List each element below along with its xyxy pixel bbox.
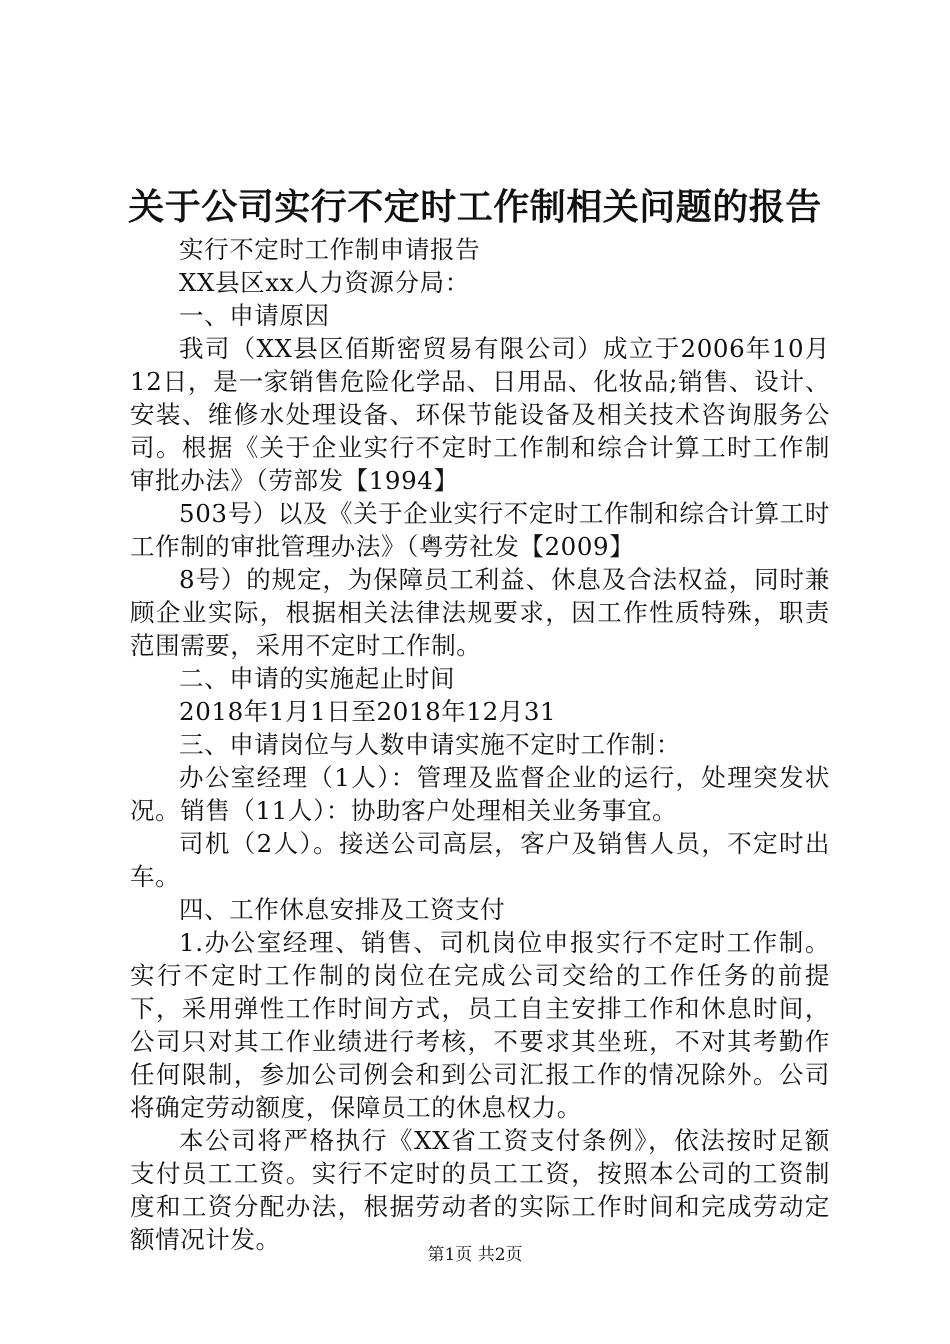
paragraph: XX县区xx人力资源分局： [179, 268, 470, 297]
paragraph: 本公司将严格执行《XX省工资支付条例》，依法按时足额支付员工工资。实行不定时的员工工资，按照本公司的工资制度和工资分配办法，根据劳动者的实际工作时间和完成劳动定额情况计发。 [130, 1126, 830, 1254]
document-title: 关于公司实行不定时工作制相关问题的报告 [128, 187, 822, 228]
paragraph: 司机（2人）。接送公司高层，客户及销售人员，不定时出车。 [130, 829, 830, 891]
section-heading: 三、申请岗位与人数申请实施不定时工作制： [179, 730, 681, 759]
section-heading: 一、申请原因 [179, 301, 330, 330]
document-body [130, 233, 830, 1256]
page-footer: 第1页 共2页 [427, 1245, 523, 1265]
paragraph: 8号）的规定，为保障员工利益、休息及合法权益，同时兼顾企业实际，根据相关法律法规要求，因工作性质特殊，职责范围需要，采用不定时工作制。 [130, 565, 830, 660]
paragraph: 办公室经理（1人）：管理及监督企业的运行，处理突发状况。销售（11人）：协助客户处理相关业务事宜。 [130, 763, 830, 825]
section-heading: 四、工作休息安排及工资支付 [179, 895, 506, 924]
paragraph: 我司（XX县区佰斯密贸易有限公司）成立于2006年10月12日，是一家销售危险化学品、日用品、化妆品;销售、设计、安装、维修水处理设备、环保节能设备及相关技术咨询服务公司。根据《关于企业实行不定时工作制和综合计算工时工作制审批办法》（劳部发【1994】 [130, 334, 830, 495]
section-heading: 二、申请的实施起止时间 [179, 664, 456, 693]
paragraph: 实行不定时工作制申请报告 [179, 235, 481, 264]
paragraph: 503号）以及《关于企业实行不定时工作制和综合计算工时工作制的审批管理办法》（粤劳社发【2009】 [130, 499, 830, 561]
paragraph: 2018年1月1日至2018年12月31 [179, 697, 557, 726]
paragraph: 1.办公室经理、销售、司机岗位申报实行不定时工作制。实行不定时工作制的岗位在完成公司交给的工作任务的前提下，采用弹性工作时间方式，员工自主安排工作和休息时间，公司只对其工作业绩进行考核，不要求其坐班，不对其考勤作任何限制，参加公司例会和到公司汇报工作的情况除外。公司将确定劳动额度，保障员工的休息权力。 [130, 928, 830, 1122]
